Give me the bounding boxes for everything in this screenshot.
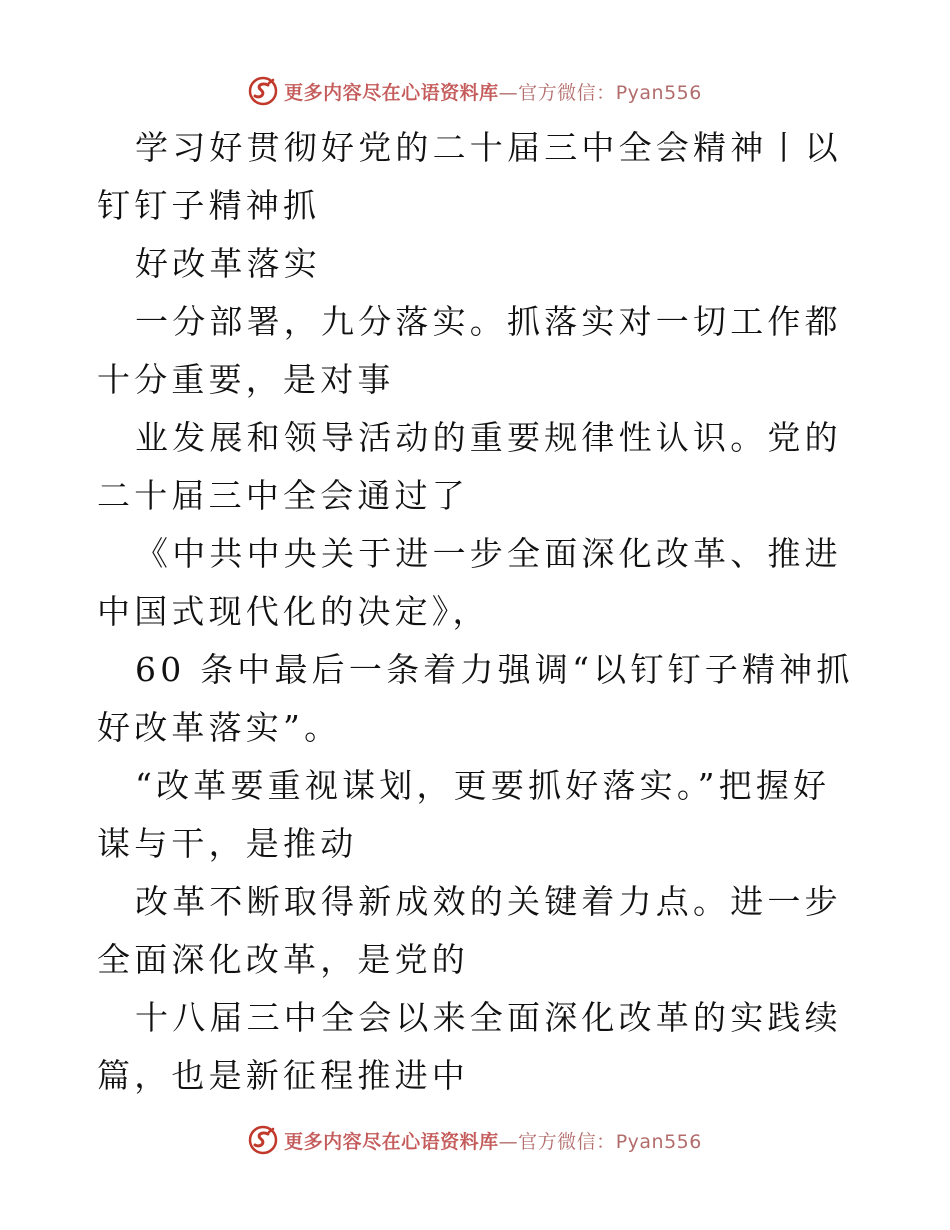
banner-text (284, 78, 702, 105)
paragraph: 《中共中央关于进一步全面深化改革、推进中国式现代化的决定》， (97, 534, 842, 631)
paragraph: 60 条中最后一条着力强调“以钉钉子精神抓好改革落实”。 (97, 650, 854, 747)
stylized-s-logo-icon (248, 1125, 278, 1155)
paragraph: 一分部署，九分落实。抓落实对一切工作都十分重要，是对事 (97, 302, 842, 399)
banner-wechat-id: Pyan556 (615, 1130, 702, 1153)
paragraph-title: 学习好贯彻好党的二十届三中全会精神丨以钉钉子精神抓 (97, 128, 842, 225)
header-banner (0, 71, 950, 111)
paragraph-title-cont: 好改革落实 (135, 244, 321, 283)
banner-dash: — (498, 81, 519, 104)
banner-official-text: 官方微信： (518, 81, 616, 104)
banner-wechat-id: Pyan556 (615, 81, 702, 104)
paragraph: 业发展和领导活动的重要规律性认识。党的二十届三中全会通过了 (97, 418, 842, 515)
banner-official-text: 官方微信： (518, 1130, 616, 1153)
banner-main-text: 更多内容尽在心语资料库 (284, 81, 499, 104)
banner-main-text: 更多内容尽在心语资料库 (284, 1130, 499, 1153)
document-body (97, 119, 857, 1105)
stylized-s-logo-icon (248, 76, 278, 106)
banner-dash: — (498, 1130, 519, 1153)
banner-text (284, 1127, 702, 1154)
footer-banner (0, 1120, 950, 1160)
paragraph: “改革要重视谋划，更要抓好落实。”把握好谋与干，是推动 (97, 766, 831, 863)
paragraph: 改革不断取得新成效的关键着力点。进一步全面深化改革，是党的 (97, 882, 842, 979)
paragraph: 十八届三中全会以来全面深化改革的实践续篇，也是新征程推进中 (97, 998, 842, 1095)
